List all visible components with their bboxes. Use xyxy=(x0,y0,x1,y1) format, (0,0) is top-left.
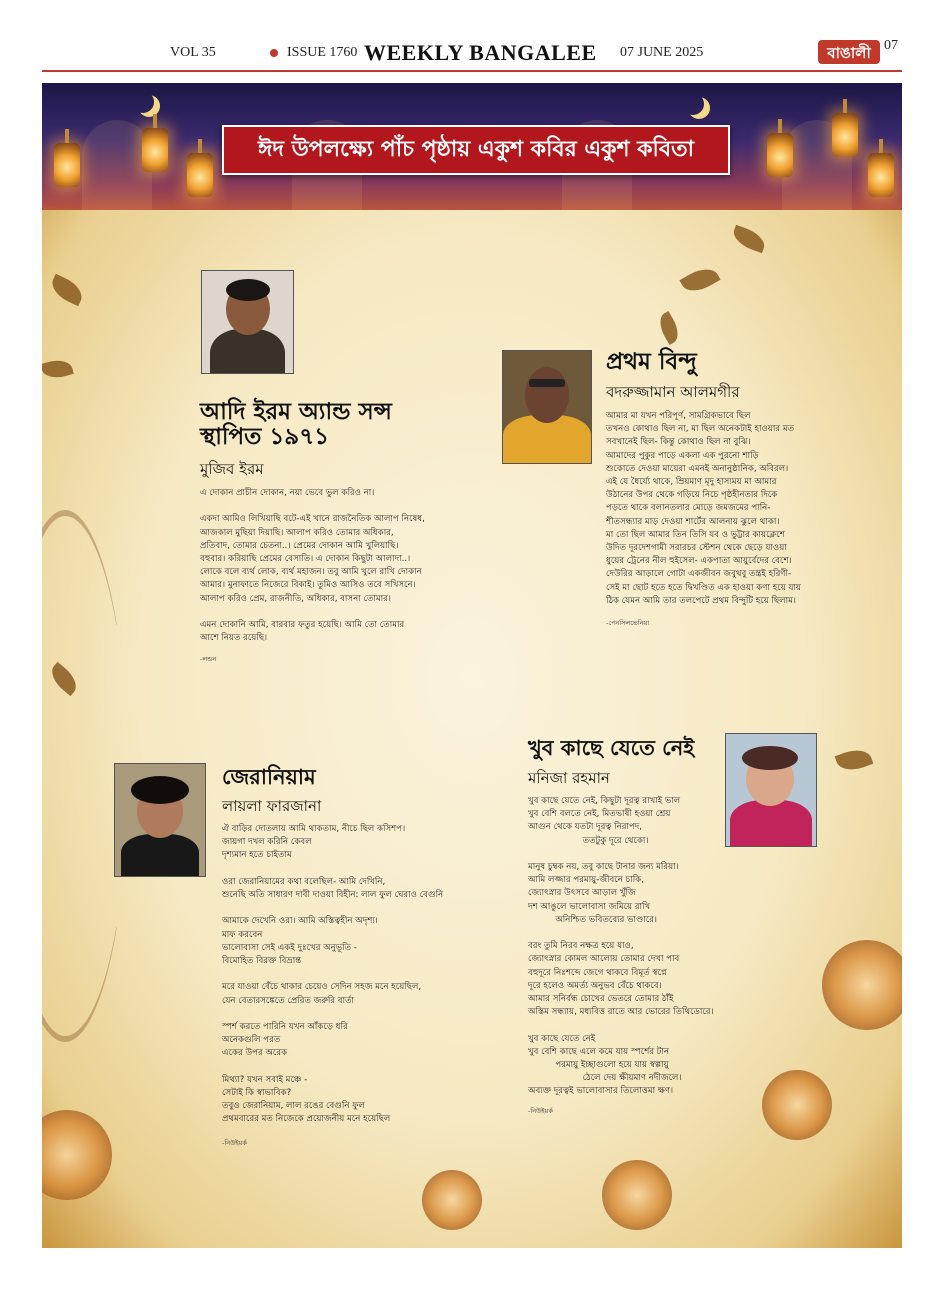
leaf-icon xyxy=(730,225,768,254)
leaf-icon xyxy=(835,745,874,775)
flower-decoration xyxy=(602,1160,672,1230)
bullet-dot xyxy=(270,49,278,57)
poet-photo-mujib-erom xyxy=(201,270,294,374)
poem-title: খুব কাছে যেতে নেই xyxy=(528,736,695,760)
flower-decoration xyxy=(42,1110,112,1200)
lantern-icon xyxy=(832,113,858,157)
banner-title: ঈদ উপলক্ষ্যে পাঁচ পৃষ্ঠায় একুশ কবির একুশ কবিতা xyxy=(258,137,694,162)
poem-title: প্রথম বিন্দু xyxy=(606,349,697,375)
leaf-icon xyxy=(679,262,720,297)
eid-banner xyxy=(42,83,902,210)
flower-decoration xyxy=(822,940,902,1030)
poem-title-line: আদি ইরম অ্যান্ড সন্স xyxy=(200,399,392,425)
leaf-icon xyxy=(655,311,684,345)
publication-title: WEEKLY BANGALEE xyxy=(364,40,597,65)
poet-photo-moniza-rahman xyxy=(725,733,817,847)
poem-body: ঐ বাড়ির দোতলায় আমি থাকতাম, নীচে ছিল কসিশপ। জায়গা দখল করিনি কেবল দৃশ্যমান হতে চাইতাম ওরা জেরানিয়ামের কথা বলেছিল- আমি দেখিনি, শুনেছি অতি সাধারণ দাবী দাওয়া বিহীন: লাল ফুল ঘেরাও বেগুনি আমাকে দেখেনি ওরা। আমি অস্তিত্বহীন অদৃশ্য। মাফ করবেন ভালোবাসা সেই একই দুঃখের অনুভূতি - বিমোহিত বিরক্ত বিভ্রান্ত মরে যাওয়া বেঁচে থাকার চেয়েও সেদিন সহজ মনে হয়েছিল, যেন বেতারসঙ্কেতে প্রেরিত জরুরি বার্তা স্পর্শ করতে পারিনি যখন আঁকড়ে ধরি অনেকগুলি পরত একের উপর অরেক মিথ্যা? যখন সবাই মঞ্চে - সেটাই কি স্বাভাবিক? তবুও জেরানিয়াম, লাল রঙের বেগুনি ফুল প্রথমবারের মত নিজেকে প্রয়োজনীয় মনে হয়েছিল xyxy=(222,824,444,1125)
leaf-icon xyxy=(47,274,86,306)
poem-place: -লন্ডন xyxy=(200,655,217,663)
crescent-moon-icon xyxy=(132,91,154,113)
page-header xyxy=(42,36,902,72)
poet-photo-laila-farzana xyxy=(114,763,206,877)
banner-title-box xyxy=(222,125,730,175)
poem-title xyxy=(200,400,392,451)
lantern-icon xyxy=(142,128,168,172)
volume-label: VOL 35 xyxy=(170,45,216,60)
poem-author: মুজিব ইরম xyxy=(200,460,264,478)
poem-place: -নিউইয়র্ক xyxy=(222,1139,247,1147)
poem-author: মনিজা রহমান xyxy=(528,769,610,787)
publication-logo xyxy=(810,34,918,68)
poem-title-line: স্থাপিত ১৯৭১ xyxy=(200,424,330,451)
lantern-icon xyxy=(54,143,80,187)
poem-body: খুব কাছে যেতে নেই, কিছুটা দূরত্ব রাখাই ভাল খুব বেশি বলতে নেই, মিতভাষী হওয়া শ্রেয় আগুন থেকে যতটা দূরত্ব নিরাপদ, ততটুকু দূরে থেকো। মানুষ চুম্বক নয়, তবু কাছে টানার জন্য মরিয়া। আমি লজ্জার পরমায়ু-জীবনে চাকি, জ্যোৎস্নার উৎসবে আড়াল খুঁজি দশ আঙুলে ভালোবাসা জমিয়ে রাখি অনিশ্চিত ভবিতব্যের ভাণ্ডারে। বরং তুমি নিরব নক্ষত্র হয়ে যাও, জ্যোৎস্নার কোমল আলোয় তোমার দেখা পাব বহুদূরে নিঃশব্দে জেগে থাকবে বিমূর্ত স্বপ্নে দূরে হলেও অমর্ত্য অনুভব বেঁচে থাকবে। আমার সনির্বন্ধ চোখের ভেতরে তোমার ঠাঁই অস্তিম সন্ধ্যায়, মধ্যবিত্ত রাতে আর ভোরের তিথিডোরে। খুব কাছে যেতে নেই খুব বেশি কাছে এলে কমে যায় স্পর্শের টান পরমায়ু ইচ্ছাগুলো হয়ে যায় স্বল্পায়ু ঠেলে দেয় ক্ষীয়মাণ নদীজলে। অব্যক্ত দূরত্বই ভালোবাসার তিলোত্তমা ক্ষণ। xyxy=(528,796,714,1097)
poem-author: বদরুজ্জামান আলমগীর xyxy=(606,383,740,401)
poem-author: লায়লা ফারজানা xyxy=(222,797,322,815)
poem-place: -নিউইয়র্ক xyxy=(528,1107,553,1115)
poem-body: এ দোকান প্রাচীন দোকান, নয়া ভেবে ভুল করিও না। একদা আমিও লিখিয়াছি বটে-এই খানে রাজনৈতিক আলাপ নিষেধ, আজকাল মুছিয়া দিয়াছি। আলাপ করিও তোমার অধিকার, প্রতিবাদ, তোমার চেতনা..। প্রেমের দোকান আমি খুলিয়াছি। বহুবার। করিয়াছি প্রেমের বেসাতি। এ দোকান কিছুটা আলাদা..। লোকে বলে ব্যর্থ লোক, ব্যর্থ মহাজন। তবু আমি খুলে রাখি দোকান আমার। মুনাফাতে নিজেরে বিকাই। তুমিও আসিও তবে সখিসনে। আলাপ করিও প্রেম, রাজনীতি, অধিকার, বাসনা তোমার। এমন দোকানি আমি, বারবার ফতুর হয়েছি। আমি তো তোমার আশে নিয়ত রয়েছি। xyxy=(200,488,425,644)
poet-photo-badruzzaman-alamgir xyxy=(502,350,592,464)
poem-body: আমার মা যখন পরিপূর্ণ, সামগ্রিকভাবে ছিল তখনও কোথাও ছিল না, মা ছিল অনেকটাই হাওয়ার মত সবখানেই ছিল- কিন্তু কোথাও ছিল না বুঝি। আমাদের পুকুর পাড়ে একলা এক পুরনো শাড়ি শুকোতে দেওয়া মায়েরা এমনই অনানুষ্ঠানিক, অবিরল। এই যে ধৈর্য্যে থাকে, ম্রিয়মাণ মৃদু হাস্যময় মা আমার উঠানের উপর থেকে গড়িয়ে নিচে পৃষ্ঠহীনতার দিকে পড়তে থাকে বলানতলার মোড়ে জমজমের পানি- শীতসন্ধ্যার মাড় দেওয়া শার্টের আলনায় ঝুলে থাকা। মা তো ছিল আমার তিন তিসি যব ও ভুট্টার কায়ক্লেশে উদিত দূরদেশগামী সরারচর স্টেশন থেকে ছেড়ে যাওয়া ধুয়ের ট্রেনের নীল হুইসেল- একপাতা আয়ুর্বেদের বেশে। দেউরির আড়ালে গোটা একজীবন জবুথবু তন্ত্রই হরিণী- সেই মা ছোট হতে হতে দ্বিখণ্ডিত এক হাওয়া কণা হয়ে যায় ঠিক যেমন আমি তার তলপেটে প্রথম বিন্দুটি হয়ে ছিলাম। xyxy=(606,411,801,606)
page-number: 07 xyxy=(884,38,898,53)
issue-date: 07 JUNE 2025 xyxy=(620,45,704,60)
lantern-icon xyxy=(187,153,213,197)
svg-text:বাঙালী: বাঙালী xyxy=(827,44,871,62)
flower-decoration xyxy=(762,1070,832,1140)
leaf-icon xyxy=(42,356,74,381)
parchment-background xyxy=(42,210,902,1248)
flower-decoration xyxy=(422,1170,482,1230)
poem-title: জেরানিয়াম xyxy=(222,765,316,789)
crescent-moon-icon xyxy=(682,93,704,115)
poem-place: -পেনসিলভেনিয়া xyxy=(606,619,650,627)
lantern-icon xyxy=(767,133,793,177)
issue-label: ISSUE 1760 xyxy=(287,45,358,60)
lantern-icon xyxy=(868,153,894,197)
